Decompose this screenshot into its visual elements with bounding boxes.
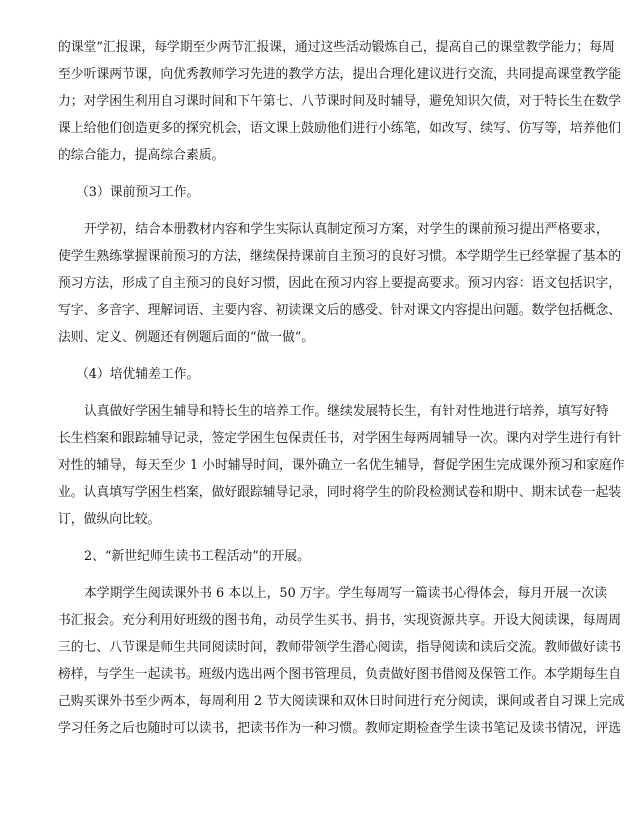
text-line: 力；对学困生利用自习课时间和下午第七、八节课时间及时辅导，避免知识欠债，对于特长生在数学 xyxy=(58,94,622,109)
paragraph-classroom-teaching xyxy=(58,34,622,169)
text-line: 认真做好学困生辅导和特长生的培养工作。继续发展特长生，有针对性地进行培养，填写好特 xyxy=(84,404,609,419)
heading-line: （4）培优辅差工作。 xyxy=(76,367,200,382)
text-line: 三的七、八节课是师生共同阅读时间，教师带领学生潜心阅读，指导阅读和读后交流。教师做好读书 xyxy=(58,640,622,655)
text-line: 的综合能力，提高综合素质。 xyxy=(58,148,225,163)
paragraph-reading-activity xyxy=(58,580,625,742)
document-page xyxy=(58,34,625,742)
text-line: 学习任务之后也随时可以读书，把读书作为一种习惯。教师定期检查学生读书笔记及读书情况，评选 xyxy=(58,721,622,736)
section-heading-reading-project xyxy=(58,543,526,570)
text-line: 预习方法，形成了自主预习的良好习惯，因此在预习内容上要提高要求。预习内容：语文包括识字， xyxy=(58,276,622,291)
section-heading-preview xyxy=(58,179,526,206)
section-heading-tutoring xyxy=(58,361,526,388)
text-line: 至少听课两节课，向优秀教师学习先进的教学方法，提出合理化建议进行交流，共同提高课堂教学能 xyxy=(58,67,622,82)
text-line: 订，做纵向比较。 xyxy=(58,512,161,527)
text-line: 书汇报会。充分利用好班级的图书角，动员学生买书、捐书，实现资源共享。开设大阅读课，每周周 xyxy=(58,613,622,628)
text-line: 本学期学生阅读课外书 6 本以上，50 万字。学生每周写一篇读书心得体会，每月开展一次读 xyxy=(84,586,607,601)
text-line: 长生档案和跟踪辅导记录，签定学困生包保责任书，对学困生每两周辅导一次。课内对学生进行有针 xyxy=(58,431,622,446)
text-line: 开学初，结合本册教材内容和学生实际认真制定预习方案，对学生的课前预习提出严格要求， xyxy=(84,222,609,237)
text-line: 榜样，与学生一起读书。班级内选出两个图书管理员，负责做好图书借阅及保管工作。本学期每生自 xyxy=(58,667,622,682)
text-line: 对性的辅导，每天至少 1 小时辅导时间，课外确立一名优生辅导，督促学困生完成课外预习和家庭作 xyxy=(58,458,625,473)
text-line: 业。认真填写学困生档案，做好跟踪辅导记录，同时将学生的阶段检测试卷和期中、期末试卷一起装 xyxy=(58,485,622,500)
text-line: 写字、多音字、理解词语、主要内容、初读课文后的感受、针对课文内容提出问题。数学包括概念、 xyxy=(58,303,622,318)
paragraph-preview-work xyxy=(58,216,622,351)
heading-line: （3）课前预习工作。 xyxy=(76,185,200,200)
text-line: 使学生熟练掌握课前预习的方法，继续保持课前自主预习的良好习惯。本学期学生已经掌握了基本的 xyxy=(58,249,622,264)
text-line: 课上给他们创造更多的探究机会，语文课上鼓励他们进行小练笔，如改写、续写、仿写等，培养他们 xyxy=(58,121,622,136)
text-line: 法则、定义、例题还有例题后面的“做一做”。 xyxy=(58,330,315,345)
paragraph-tutoring-work xyxy=(58,398,625,533)
text-line: 己购买课外书至少两本，每周利用 2 节大阅读课和双休日时间进行充分阅读，课间或者自习课上完成 xyxy=(58,694,625,709)
text-line: 的课堂”汇报课，每学期至少两节汇报课，通过这些活动锻炼自己，提高自己的课堂教学能力；每周 xyxy=(58,40,615,55)
heading-line: 2、“新世纪师生读书工程活动”的开展。 xyxy=(84,549,310,564)
